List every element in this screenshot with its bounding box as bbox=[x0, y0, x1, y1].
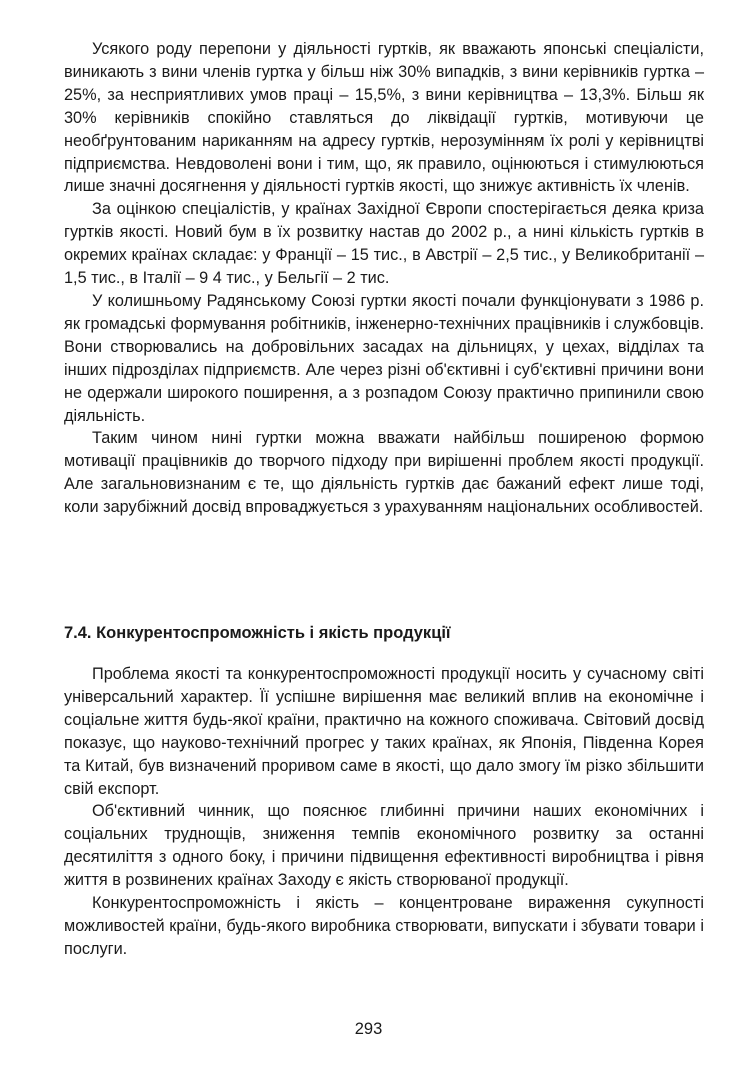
paragraph: Усякого роду перепони у діяльності гуртків, як вважають японські спеціалісти, виникають з вини членів гуртка у більш ніж 30% випадків, з вини керівників гуртка – 25%, за несприятливих умов праці – 15,5%, з вини керівництва – 13,3%. Більш як 30% керівників спокійно ставляться до ліквідації гуртків, мотивуючи це необґрунтованим нариканням на адресу гуртків, нерозумінням їх ролі у керівництві підприємства. Невдоволені вони і тим, що, як правило, оцінюються і стимулюються лише значні досягнення у діяльності гуртків якості, що знижує активність їх членів. bbox=[64, 40, 704, 196]
paragraph: Таким чином нині гуртки можна вважати найбільш поширеною формою мотивації працівників до творчого підходу при вирішенні проблем якості продукції. Але загальновизнаним є те, що діяльність гуртків дає бажаний ефект лише тоді, коли зарубіжний досвід впроваджується з урахуванням національних особливостей. bbox=[64, 429, 704, 517]
paragraph: У колишньому Радянському Союзі гуртки якості почали функціонувати з 1986 р. як громадські формування робітників, інженерно-технічних працівників і службовців. Вони створювались на добровільних засадах на дільницях, у цехах, відділах та інших підрозділах підприємств. Але через різні об'єктивні і суб'єктивні причини вони не одержали широкого поширення, а з розпадом Союзу практично припинили свою діяльність. bbox=[64, 291, 704, 425]
page-number: 293 bbox=[354, 1020, 383, 1038]
paragraph: Об'єктивний чинник, що пояснює глибинні причини наших економічних і соціальних труднощів, зниження темпів економічного розвитку за останні десятиліття з одного боку, і причини підвищення ефективності виробництва і рівня життя в розвинених країнах Заходу є якість створюваної продукції. bbox=[64, 802, 704, 890]
section-heading: 7.4. Конкурентоспроможність і якість продукції bbox=[64, 624, 451, 642]
paragraph: Конкурентоспроможність і якість – концентроване вираження сукупності можливостей країни, будь-якого виробника створювати, випускати і збувати товари і послуги. bbox=[64, 894, 704, 958]
section-2-body bbox=[64, 663, 704, 961]
paragraph: За оцінкою спеціалістів, у країнах Західної Європи спостерігається деяка криза гуртків якості. Новий бум в їх розвитку настав до 2002 р., а нині кількість гуртків в окремих країнах складає: у Франції – 15 тис., в Австрії – 2,5 тис., у Великобританії – 1,5 тис., в Італії – 9 4 тис., у Бельгії – 2 тис. bbox=[64, 200, 704, 288]
section-1-body bbox=[64, 38, 704, 519]
paragraph: Проблема якості та конкурентоспроможності продукції носить у сучасному світі універсальний характер. Її успішне вирішення має великий вплив на економічне і соціальне життя будь-якої країни, практично на кожного споживача. Світовий досвід показує, що науково-технічний прогрес у таких країнах, як Японія, Південна Корея та Китай, був визначений проривом саме в якості, що дало змогу їм різко збільшити свій експорт. bbox=[64, 665, 704, 798]
